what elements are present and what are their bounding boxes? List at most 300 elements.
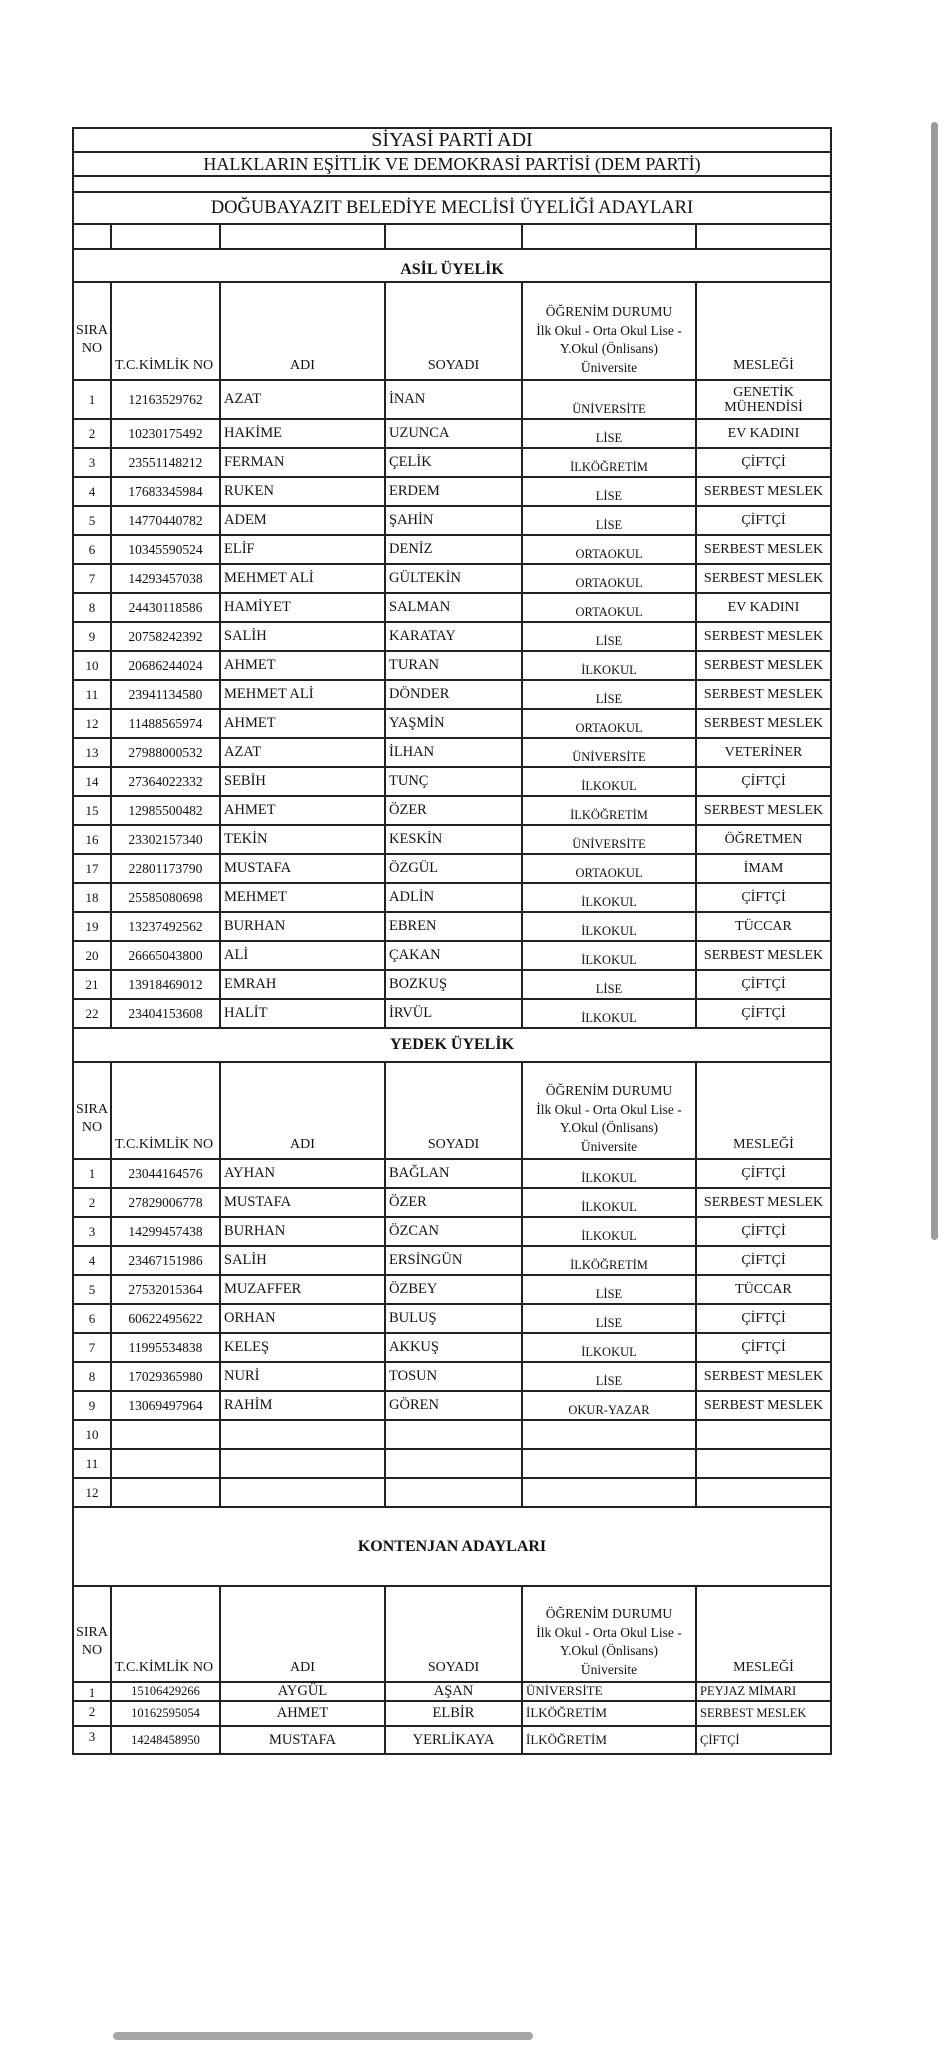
row-number: 8 xyxy=(88,599,96,615)
table-row xyxy=(74,1247,830,1276)
candidate-last-name: ÖZER xyxy=(389,802,427,818)
education-level: İLKÖĞRETİM xyxy=(526,1731,607,1747)
section-title-row xyxy=(74,1029,830,1063)
candidate-first-name: AZAT xyxy=(224,391,262,407)
table-row xyxy=(74,710,830,739)
candidate-last-name: TUNÇ xyxy=(389,773,429,789)
candidate-first-name-cell xyxy=(221,1305,386,1332)
row-number-cell xyxy=(74,1000,112,1027)
scrollbar[interactable] xyxy=(931,122,938,1240)
row-number-cell xyxy=(74,1450,112,1477)
candidate-last-name: GÖREN xyxy=(389,1397,439,1413)
occupation-cell xyxy=(697,478,830,505)
tc-kimlik-no-cell xyxy=(112,1160,221,1187)
tc-kimlik-no-cell xyxy=(112,797,221,824)
candidate-first-name: EMRAH xyxy=(224,976,277,992)
occupation-cell xyxy=(697,1450,830,1477)
candidate-first-name-cell xyxy=(221,884,386,911)
candidate-first-name-cell xyxy=(221,420,386,447)
tc-kimlik-no-cell xyxy=(112,1479,221,1506)
candidate-first-name: SEBİH xyxy=(224,773,266,789)
row-number-cell xyxy=(74,1392,112,1419)
occupation-cell xyxy=(697,768,830,795)
candidate-first-name-cell xyxy=(221,623,386,650)
header-sira xyxy=(74,1587,112,1681)
occupation: EV KADINI xyxy=(727,599,800,615)
occupation: ÇİFTÇİ xyxy=(741,976,786,992)
row-number: 21 xyxy=(85,976,99,992)
row-number: 8 xyxy=(88,1368,96,1384)
row-number-cell xyxy=(74,1334,112,1361)
candidate-last-name: ÇAKAN xyxy=(389,947,441,963)
tc-kimlik-no-cell xyxy=(112,381,221,418)
tc-kimlik-no: 23941134580 xyxy=(128,686,203,702)
candidate-last-name-cell xyxy=(386,710,523,737)
section-title-row xyxy=(74,250,830,283)
header-no-line: NO xyxy=(81,1643,103,1658)
tc-kimlik-no: 27829006778 xyxy=(128,1194,203,1210)
tc-kimlik-no: 20686244024 xyxy=(128,657,203,673)
tc-kimlik-no-cell xyxy=(112,710,221,737)
row-number: 6 xyxy=(88,541,96,557)
row-number: 15 xyxy=(85,802,99,818)
tc-kimlik-no-cell xyxy=(112,971,221,998)
tc-kimlik-no-cell xyxy=(112,1421,221,1448)
candidate-last-name-cell xyxy=(386,1727,523,1753)
row-number-cell xyxy=(74,768,112,795)
candidate-last-name-cell xyxy=(386,1189,523,1216)
candidate-first-name-cell xyxy=(221,652,386,679)
education-level: LİSE xyxy=(595,518,623,532)
home-indicator[interactable] xyxy=(113,2032,533,2040)
row-number: 12 xyxy=(85,715,99,731)
row-number: 5 xyxy=(88,1281,96,1297)
tc-kimlik-no: 14299457438 xyxy=(128,1223,203,1239)
candidate-first-name-cell xyxy=(221,710,386,737)
table-row xyxy=(74,1683,830,1702)
candidate-first-name-cell xyxy=(221,1363,386,1390)
occupation: SERBEST MESLEK xyxy=(703,802,824,818)
party-name-row xyxy=(74,153,830,177)
candidate-last-name-cell xyxy=(386,1479,523,1506)
row-number-cell xyxy=(74,1479,112,1506)
candidate-last-name: KARATAY xyxy=(389,628,456,644)
table-row xyxy=(74,1334,830,1363)
candidate-first-name: BURHAN xyxy=(224,1223,286,1239)
tc-kimlik-no-cell xyxy=(112,1305,221,1332)
education-level: LİSE xyxy=(595,1316,623,1330)
occupation-cell xyxy=(697,623,830,650)
candidate-first-name-cell xyxy=(221,826,386,853)
row-number-cell xyxy=(74,507,112,534)
candidate-first-name-cell xyxy=(221,1334,386,1361)
tc-kimlik-no-cell xyxy=(112,768,221,795)
header-ogrenim xyxy=(523,283,697,379)
section-title: ASİL ÜYELİK xyxy=(400,261,504,278)
candidate-first-name: ELİF xyxy=(224,541,255,557)
tc-kimlik-no-cell xyxy=(112,855,221,882)
empty-cell xyxy=(523,225,697,248)
candidate-first-name-cell xyxy=(221,1727,386,1753)
row-number: 11 xyxy=(85,686,99,702)
education-level: İLKÖĞRETİM xyxy=(570,808,648,822)
tc-kimlik-no-cell xyxy=(112,826,221,853)
candidate-last-name: BOZKUŞ xyxy=(389,976,448,992)
candidate-first-name-cell xyxy=(221,1479,386,1506)
tc-kimlik-no: 14293457038 xyxy=(128,570,203,586)
row-number: 20 xyxy=(85,947,99,963)
education-level-cell xyxy=(523,797,697,824)
candidate-first-name-cell xyxy=(221,1160,386,1187)
education-level-cell xyxy=(523,1702,697,1725)
occupation: ÇİFTÇİ xyxy=(700,1732,740,1747)
tc-kimlik-no: 13918469012 xyxy=(128,976,203,992)
occupation: SERBEST MESLEK xyxy=(703,686,824,702)
occupation-cell xyxy=(697,1276,830,1303)
table-row xyxy=(74,797,830,826)
education-level: LİSE xyxy=(595,1287,623,1301)
column-header-row xyxy=(74,1587,830,1683)
header-soyadi-label: SOYADI xyxy=(427,358,480,373)
candidate-last-name: İRVÜL xyxy=(389,1005,433,1021)
tc-kimlik-no: 10345590524 xyxy=(128,541,203,557)
candidate-last-name: İNAN xyxy=(389,391,426,407)
header-meslek xyxy=(697,283,830,379)
candidate-last-name: İLHAN xyxy=(389,744,435,760)
tc-kimlik-no: 15106429266 xyxy=(131,1684,200,1698)
tc-kimlik-no-cell xyxy=(112,478,221,505)
education-level-cell xyxy=(523,942,697,969)
tc-kimlik-no-cell xyxy=(112,739,221,766)
tc-kimlik-no: 10162595054 xyxy=(131,1706,200,1720)
education-level-cell xyxy=(523,652,697,679)
row-number-cell xyxy=(74,1305,112,1332)
row-number-cell xyxy=(74,913,112,940)
education-level: ORTAOKUL xyxy=(575,866,643,880)
candidate-last-name-cell xyxy=(386,1450,523,1477)
tc-kimlik-no-cell xyxy=(112,1392,221,1419)
header-sira xyxy=(74,283,112,379)
row-number: 12 xyxy=(85,1484,99,1500)
candidate-last-name: YERLİKAYA xyxy=(412,1731,495,1748)
table-row xyxy=(74,739,830,768)
candidate-first-name: BURHAN xyxy=(224,918,286,934)
table-row xyxy=(74,420,830,449)
party-name: HALKLARIN EŞİTLİK VE DEMOKRASİ PARTİSİ (DEM PARTİ) xyxy=(203,153,701,174)
candidate-last-name: DENİZ xyxy=(389,541,433,557)
row-number: 1 xyxy=(88,1165,96,1181)
header-soyadi xyxy=(386,1063,523,1158)
tc-kimlik-no: 13237492562 xyxy=(128,918,203,934)
tc-kimlik-no-cell xyxy=(112,1276,221,1303)
table-row xyxy=(74,884,830,913)
candidate-last-name: BULUŞ xyxy=(389,1310,437,1326)
occupation: VETERİNER xyxy=(724,744,803,760)
education-level-cell xyxy=(523,1334,697,1361)
spacer-row xyxy=(74,177,830,193)
candidate-first-name: AYGÜL xyxy=(277,1683,328,1699)
candidate-last-name-cell xyxy=(386,1702,523,1725)
candidate-last-name-cell xyxy=(386,1334,523,1361)
candidate-last-name: YAŞMİN xyxy=(389,715,445,731)
occupation-cell xyxy=(697,710,830,737)
candidate-first-name-cell xyxy=(221,1421,386,1448)
header-sira-line: SIRA xyxy=(76,1625,108,1640)
table-row xyxy=(74,1450,830,1479)
candidate-first-name: MUZAFFER xyxy=(224,1281,302,1297)
tc-kimlik-no: 23404153608 xyxy=(128,1005,203,1021)
header-ogrenim-line: Y.Okul (Önlisans) xyxy=(559,1643,658,1658)
tc-kimlik-no: 23467151986 xyxy=(128,1252,203,1268)
occupation: ÇİFTÇİ xyxy=(741,1165,786,1181)
occupation: SERBEST MESLEK xyxy=(703,541,824,557)
candidate-last-name-cell xyxy=(386,536,523,563)
header-tc xyxy=(112,283,221,379)
candidate-first-name: HALİT xyxy=(224,1005,268,1021)
candidate-first-name: MEHMET ALİ xyxy=(224,686,314,702)
candidate-first-name-cell xyxy=(221,855,386,882)
candidate-first-name-cell xyxy=(221,478,386,505)
candidate-first-name: AHMET xyxy=(224,802,276,818)
tc-kimlik-no-cell xyxy=(112,1000,221,1027)
candidate-first-name-cell xyxy=(221,797,386,824)
row-number-cell xyxy=(74,565,112,592)
row-number: 11 xyxy=(85,1455,99,1471)
table-row xyxy=(74,594,830,623)
occupation: ÇİFTÇİ xyxy=(741,1223,786,1239)
tc-kimlik-no-cell xyxy=(112,594,221,621)
row-number-cell xyxy=(74,739,112,766)
occupation: MÜHENDİSİ xyxy=(724,399,803,415)
tc-kimlik-no: 17029365980 xyxy=(128,1368,203,1384)
tc-kimlik-no: 24430118586 xyxy=(128,599,203,615)
table-row xyxy=(74,1276,830,1305)
candidate-first-name: NURİ xyxy=(224,1368,260,1384)
header-tc-label: T.C.KİMLİK NO xyxy=(115,358,214,373)
occupation-cell xyxy=(697,652,830,679)
candidate-first-name-cell xyxy=(221,1702,386,1725)
occupation-cell xyxy=(697,1000,830,1027)
candidate-last-name: ÖZBEY xyxy=(389,1281,438,1297)
row-number-cell xyxy=(74,1160,112,1187)
table-row xyxy=(74,1727,830,1753)
candidate-last-name-cell xyxy=(386,971,523,998)
row-number: 7 xyxy=(88,570,96,586)
header-ogrenim-line: Üniversite xyxy=(580,1661,638,1677)
occupation: ÇİFTÇİ xyxy=(741,1005,786,1021)
tc-kimlik-no-cell xyxy=(112,1247,221,1274)
tc-kimlik-no: 27532015364 xyxy=(128,1281,203,1297)
occupation-cell xyxy=(697,1160,830,1187)
tc-kimlik-no-cell xyxy=(112,681,221,708)
candidate-last-name: ÖZGÜL xyxy=(389,860,439,876)
occupation: SERBEST MESLEK xyxy=(703,715,824,731)
header-ogrenim xyxy=(523,1063,697,1158)
occupation: TÜCCAR xyxy=(735,1281,792,1297)
header-ogrenim-line: İlk Okul - Orta Okul Lise - xyxy=(536,1101,682,1117)
row-number-cell xyxy=(74,855,112,882)
candidate-last-name: AKKUŞ xyxy=(389,1339,439,1355)
education-level-cell xyxy=(523,855,697,882)
tc-kimlik-no: 23302157340 xyxy=(128,831,203,847)
table-row xyxy=(74,623,830,652)
row-number: 22 xyxy=(85,1005,99,1021)
occupation-cell xyxy=(697,449,830,476)
candidate-first-name-cell xyxy=(221,681,386,708)
candidate-last-name: DÖNDER xyxy=(389,686,450,702)
tc-kimlik-no: 26665043800 xyxy=(128,947,203,963)
education-level-cell xyxy=(523,594,697,621)
table-row xyxy=(74,913,830,942)
row-number: 6 xyxy=(88,1310,96,1326)
occupation: SERBEST MESLEK xyxy=(703,657,824,673)
tc-kimlik-no: 11995534838 xyxy=(128,1339,203,1355)
education-level: İLKÖĞRETİM xyxy=(570,460,648,474)
occupation: SERBEST MESLEK xyxy=(703,947,824,963)
occupation: ÇİFTÇİ xyxy=(741,454,786,470)
occupation-cell xyxy=(697,681,830,708)
candidate-first-name: AHMET xyxy=(224,657,276,673)
party-label-row xyxy=(74,129,830,153)
row-number-cell xyxy=(74,1683,112,1700)
section-title: YEDEK ÜYELİK xyxy=(389,1036,515,1053)
education-level-cell xyxy=(523,1392,697,1419)
tc-kimlik-no: 25585080698 xyxy=(128,889,203,905)
education-level: İLKOKUL xyxy=(581,1171,637,1185)
candidate-last-name-cell xyxy=(386,1000,523,1027)
section-title: KONTENJAN ADAYLARI xyxy=(357,1537,547,1555)
education-level-cell xyxy=(523,420,697,447)
education-level-cell xyxy=(523,1276,697,1303)
row-number-cell xyxy=(74,971,112,998)
education-level-cell xyxy=(523,768,697,795)
candidate-last-name-cell xyxy=(386,507,523,534)
header-ogrenim-line: Y.Okul (Önlisans) xyxy=(559,1120,658,1135)
education-level-cell xyxy=(523,478,697,505)
header-meslek-label: MESLEĞİ xyxy=(733,358,794,373)
empty-cell xyxy=(697,225,830,248)
education-level-cell xyxy=(523,1363,697,1390)
header-ogrenim-line: İlk Okul - Orta Okul Lise - xyxy=(536,1624,682,1640)
table-row xyxy=(74,1363,830,1392)
header-meslek-label: MESLEĞİ xyxy=(733,1660,794,1675)
occupation-cell xyxy=(697,594,830,621)
candidate-first-name-cell xyxy=(221,971,386,998)
party-label: SİYASİ PARTİ ADI xyxy=(371,128,533,151)
education-level-cell xyxy=(523,884,697,911)
row-number-cell xyxy=(74,1189,112,1216)
row-number-cell xyxy=(74,536,112,563)
education-level-cell xyxy=(523,1727,697,1753)
education-level-cell xyxy=(523,913,697,940)
education-level: ÜNİVERSİTE xyxy=(526,1683,603,1698)
candidate-first-name-cell xyxy=(221,1683,386,1700)
row-number-cell xyxy=(74,884,112,911)
header-ogrenim-line: ÖĞRENİM DURUMU xyxy=(545,1606,673,1621)
occupation-cell xyxy=(697,1247,830,1274)
candidate-first-name-cell xyxy=(221,1247,386,1274)
header-no-line: NO xyxy=(81,341,103,356)
occupation-cell xyxy=(697,739,830,766)
occupation-cell xyxy=(697,1334,830,1361)
candidate-first-name-cell xyxy=(221,739,386,766)
candidate-last-name-cell xyxy=(386,855,523,882)
candidate-first-name-cell xyxy=(221,1189,386,1216)
candidate-first-name: TEKİN xyxy=(224,831,268,847)
header-adi-label: ADI xyxy=(290,358,315,373)
candidate-last-name-cell xyxy=(386,623,523,650)
candidate-last-name-cell xyxy=(386,884,523,911)
tc-kimlik-no-cell xyxy=(112,623,221,650)
occupation: ÇİFTÇİ xyxy=(741,773,786,789)
tc-kimlik-no-cell xyxy=(112,884,221,911)
education-level-cell xyxy=(523,739,697,766)
candidate-last-name: ÖZER xyxy=(389,1194,427,1210)
header-ogrenim-line: ÖĞRENİM DURUMU xyxy=(545,1083,673,1098)
table-row xyxy=(74,855,830,884)
candidate-last-name: EBREN xyxy=(389,918,437,934)
education-level-cell xyxy=(523,681,697,708)
row-number: 5 xyxy=(88,512,96,528)
education-level-cell xyxy=(523,826,697,853)
candidate-last-name-cell xyxy=(386,1160,523,1187)
candidate-last-name: KESKİN xyxy=(389,831,443,847)
row-number-cell xyxy=(74,797,112,824)
occupation: SERBEST MESLEK xyxy=(703,1368,824,1384)
candidate-first-name: ALİ xyxy=(224,947,249,963)
candidate-last-name-cell xyxy=(386,652,523,679)
candidate-first-name-cell xyxy=(221,768,386,795)
candidate-last-name-cell xyxy=(386,420,523,447)
candidate-first-name: HAMİYET xyxy=(224,599,291,615)
tc-kimlik-no-cell xyxy=(112,420,221,447)
tc-kimlik-no-cell xyxy=(112,1189,221,1216)
row-number: 2 xyxy=(88,425,96,441)
header-meslek xyxy=(697,1587,830,1681)
row-number: 4 xyxy=(88,483,96,499)
tc-kimlik-no-cell xyxy=(112,1727,221,1753)
candidate-first-name-cell xyxy=(221,913,386,940)
tc-kimlik-no: 13069497964 xyxy=(128,1397,203,1413)
table-row xyxy=(74,1000,830,1029)
council-title: DOĞUBAYAZIT BELEDİYE MECLİSİ ÜYELİĞİ ADAYLARI xyxy=(210,197,694,218)
header-adi xyxy=(221,1063,386,1158)
candidate-last-name-cell xyxy=(386,565,523,592)
table-row xyxy=(74,652,830,681)
header-ogrenim-line: Üniversite xyxy=(580,359,638,375)
tc-kimlik-no-cell xyxy=(112,1218,221,1245)
row-number: 13 xyxy=(85,744,99,760)
table-row xyxy=(74,942,830,971)
education-level: ORTAOKUL xyxy=(575,605,643,619)
candidate-first-name-cell xyxy=(221,1218,386,1245)
header-ogrenim-line: Üniversite xyxy=(580,1138,638,1154)
candidate-last-name: ERSİNGÜN xyxy=(389,1252,463,1268)
occupation-cell xyxy=(697,381,830,418)
candidate-first-name-cell xyxy=(221,1450,386,1477)
tc-kimlik-no-cell xyxy=(112,1683,221,1700)
occupation: GENETİK xyxy=(733,384,794,400)
education-level: İLKOKUL xyxy=(581,1345,637,1359)
tc-kimlik-no: 12985500482 xyxy=(128,802,203,818)
education-level: LİSE xyxy=(595,431,623,445)
candidate-last-name: ÖZCAN xyxy=(389,1223,439,1239)
education-level-cell xyxy=(523,971,697,998)
table-row xyxy=(74,768,830,797)
header-sira-line: SIRA xyxy=(76,1102,108,1117)
header-ogrenim-line: Y.Okul (Önlisans) xyxy=(559,341,658,356)
row-number-cell xyxy=(74,1247,112,1274)
